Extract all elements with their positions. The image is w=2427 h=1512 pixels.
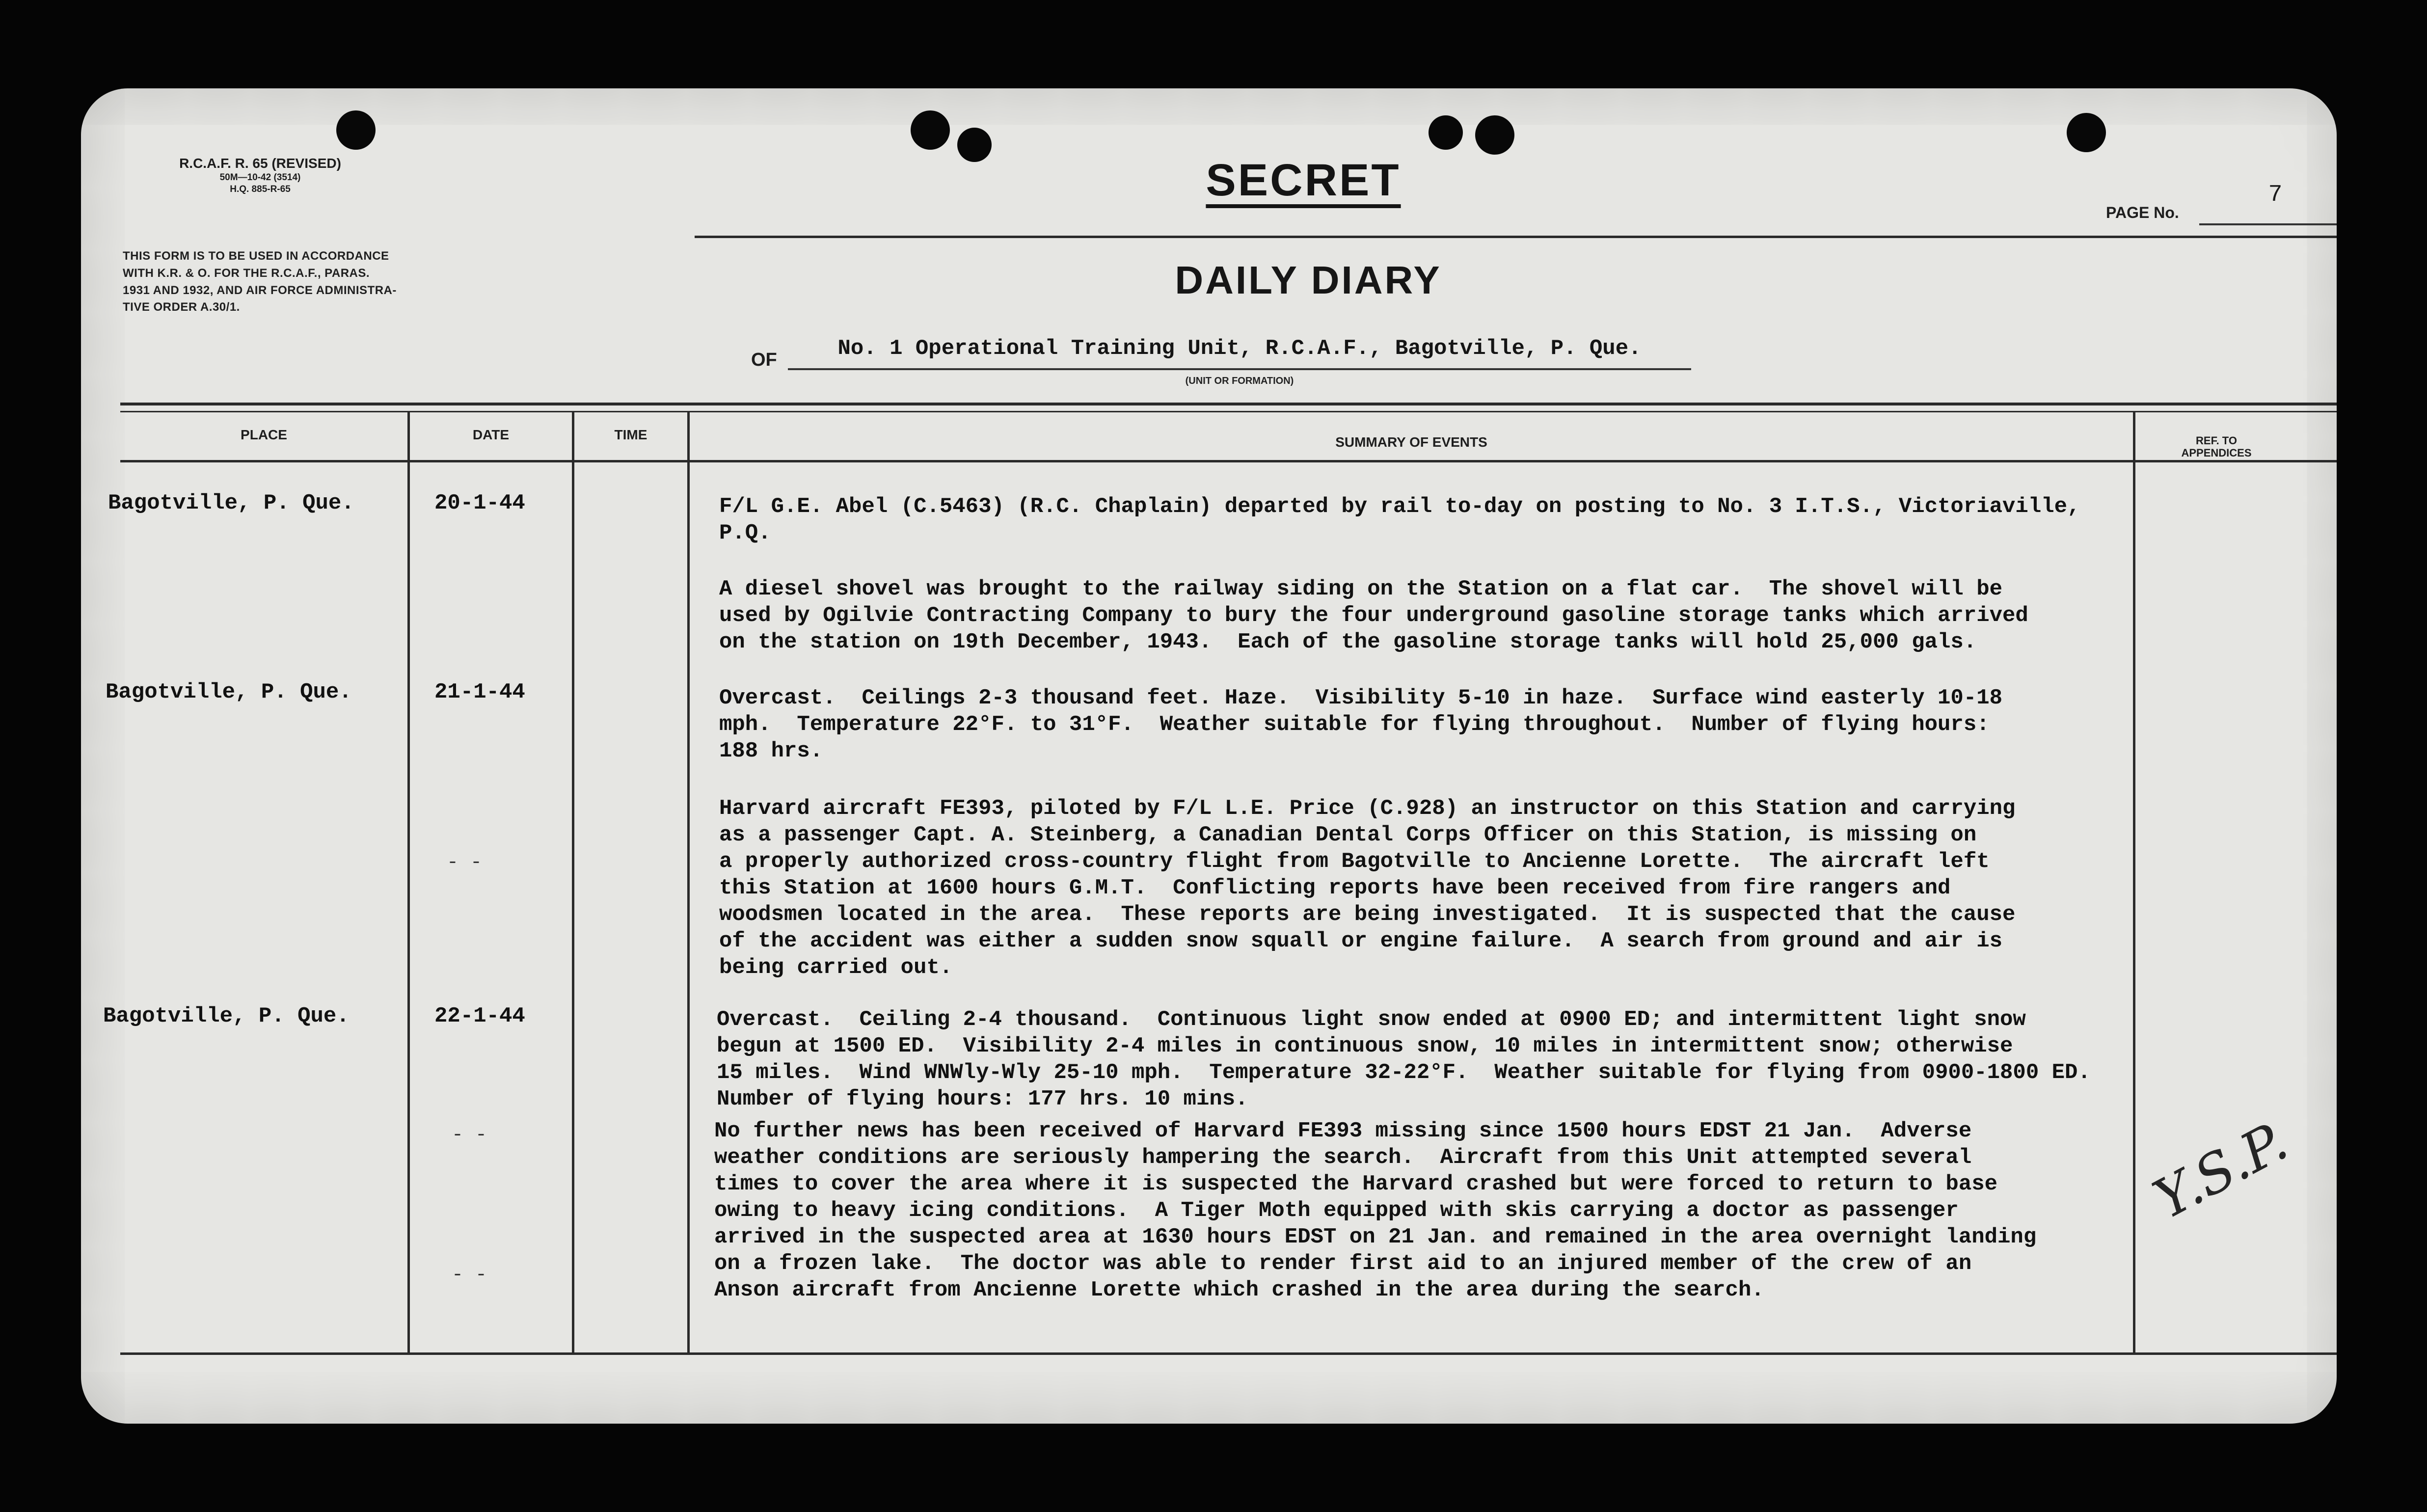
entry-place: Bagotville, P. Que.: [106, 680, 352, 704]
diary-form-card: [81, 88, 2337, 1424]
form-reference-line: R.C.A.F. R. 65 (REVISED): [179, 156, 341, 171]
form-reference-line: 50M—10-42 (3514): [219, 172, 301, 183]
summary-paragraph: [717, 1006, 2091, 1112]
ref-header-line: REF. TO: [2196, 434, 2237, 447]
summary-line: No further news has been received of Harvard FE393 missing since 1500 hours EDST 21 Jan. Adverse: [714, 1119, 1972, 1143]
summary-line: Number of flying hours: 177 hrs. 10 mins.: [717, 1087, 1248, 1111]
table-top-rule-inner: [120, 411, 2337, 412]
summary-line: P.Q.: [719, 521, 771, 545]
summary-line: Anson aircraft from Ancienne Lorette which crashed in the area during the search.: [714, 1278, 1764, 1302]
summary-line: weather conditions are seriously hampering the search. Aircraft from this Unit attempted several: [714, 1145, 1972, 1170]
unit-underline: [788, 368, 1691, 370]
summary-line: arrived in the suspected area at 1630 hours EDST on 21 Jan. and remained in the area overnight landing: [714, 1225, 2037, 1249]
column-divider-place: [407, 412, 410, 1352]
summary-paragraph: [719, 576, 2028, 655]
table-bottom-rule: [120, 1352, 2337, 1355]
column-divider-date: [572, 412, 574, 1352]
column-header-summary: SUMMARY OF EVENTS: [1335, 434, 1487, 450]
column-header-ref-appendices: [2135, 434, 2297, 459]
column-divider-summary: [2133, 412, 2135, 1352]
ditto-mark: - -: [447, 852, 483, 874]
summary-line: of the accident was either a sudden snow squall or engine failure. A search from ground and air is: [719, 929, 2003, 953]
column-header-time: TIME: [614, 427, 647, 442]
form-reference-line: H.Q. 885-R-65: [230, 184, 291, 194]
summary-line: this Station at 1600 hours G.M.T. Conflicting reports have been received from fire rangers and: [719, 876, 1951, 900]
form-usage-note: [123, 248, 584, 316]
summary-line: mph. Temperature 22°F. to 31°F. Weather suitable for flying throughout. Number of flying hours:: [719, 712, 1990, 737]
summary-line: as a passenger Capt. A. Steinberg, a Canadian Dental Corps Officer on this Station, is missing on: [719, 823, 1977, 847]
form-note-line: THIS FORM IS TO BE USED IN ACCORDANCE: [123, 249, 389, 263]
summary-line: Overcast. Ceilings 2-3 thousand feet. Haze. Visibility 5-10 in haze. Surface wind easterly 10-18: [719, 686, 2003, 710]
entry-place: Bagotville, P. Que.: [108, 491, 354, 515]
ref-header-line: APPENDICES: [2181, 447, 2252, 459]
summary-line: being carried out.: [719, 955, 953, 980]
summary-line: woodsmen located in the area. These reports are being investigated. It is suspected that the cause: [719, 902, 2016, 927]
summary-paragraph: [719, 795, 2015, 981]
summary-paragraph: [714, 1118, 2036, 1303]
summary-paragraph: [719, 685, 2002, 764]
column-header-date: DATE: [472, 427, 510, 442]
summary-line: a properly authorized cross-country flight from Bagotville to Ancienne Lorette. The aircraft left: [719, 849, 1990, 874]
table-top-rule: [120, 403, 2337, 405]
entry-date: 22-1-44: [434, 1004, 525, 1028]
form-title: DAILY DIARY: [1175, 258, 1442, 302]
page-number-line: [2199, 223, 2337, 225]
unit-caption: (UNIT OR FORMATION): [1185, 376, 1294, 386]
summary-line: times to cover the area where it is suspected the Harvard crashed but were forced to return to base: [714, 1172, 1998, 1196]
summary-line: Overcast. Ceiling 2-4 thousand. Continuous light snow ended at 0900 ED; and intermittent light snow: [717, 1007, 2026, 1032]
unit-name: No. 1 Operational Training Unit, R.C.A.F., Bagotville, P. Que.: [837, 336, 1642, 361]
form-note-line: WITH K.R. & O. FOR THE R.C.A.F., PARAS.: [123, 266, 370, 280]
header-rule: [695, 236, 2337, 238]
page-number-label: PAGE No.: [2106, 204, 2179, 221]
summary-line: Harvard aircraft FE393, piloted by F/L L.E. Price (C.928) an instructor on this Station and carrying: [719, 796, 2016, 821]
column-header-rule: [120, 460, 2337, 462]
summary-line: used by Ogilvie Contracting Company to bury the four underground gasoline storage tanks which arrived: [719, 603, 2028, 628]
unit-of-label: OF: [751, 350, 777, 370]
entry-place: Bagotville, P. Que.: [103, 1004, 350, 1028]
form-reference: [133, 155, 388, 195]
entry-date: 20-1-44: [434, 491, 525, 515]
punch-hole: [911, 110, 950, 150]
summary-paragraph: [719, 493, 2080, 546]
summary-line: 188 hrs.: [719, 739, 823, 763]
column-divider-time: [687, 412, 690, 1352]
ditto-mark: - -: [452, 1124, 487, 1146]
page-number: 7: [2268, 182, 2283, 208]
appendix-initials: Y.S.P.: [2143, 1109, 2297, 1231]
summary-line: F/L G.E. Abel (C.5463) (R.C. Chaplain) departed by rail to-day on posting to No. 3 I.T.S., Victoriaville,: [719, 494, 2080, 519]
summary-line: on the station on 19th December, 1943. Each of the gasoline storage tanks will hold 25,000 gals.: [719, 630, 1977, 654]
summary-line: owing to heavy icing conditions. A Tiger Moth equipped with skis carrying a doctor as passenger: [714, 1198, 1959, 1223]
form-note-line: TIVE ORDER A.30/1.: [123, 300, 240, 314]
punch-hole: [957, 128, 992, 162]
entry-date: 21-1-44: [434, 680, 525, 704]
summary-line: begun at 1500 ED. Visibility 2-4 miles in continuous snow, 10 miles in intermittent snow; otherwise: [717, 1034, 2013, 1058]
summary-line: on a frozen lake. The doctor was able to render first aid to an injured member of the crew of an: [714, 1251, 1972, 1276]
summary-line: A diesel shovel was brought to the railway siding on the Station on a flat car. The shovel will be: [719, 577, 2003, 601]
classification-stamp: SECRET: [1206, 155, 1401, 205]
form-note-line: 1931 AND 1932, AND AIR FORCE ADMINISTRA-: [123, 283, 397, 297]
ditto-mark: - -: [452, 1264, 487, 1286]
column-header-place: PLACE: [241, 427, 287, 442]
punch-hole: [2067, 113, 2106, 152]
punch-hole: [1475, 115, 1514, 155]
summary-line: 15 miles. Wind WNWly-Wly 25-10 mph. Temperature 32-22°F. Weather suitable for flying from 0900-1800 ED.: [717, 1060, 2091, 1085]
punch-hole: [336, 110, 376, 150]
punch-hole: [1429, 115, 1463, 150]
